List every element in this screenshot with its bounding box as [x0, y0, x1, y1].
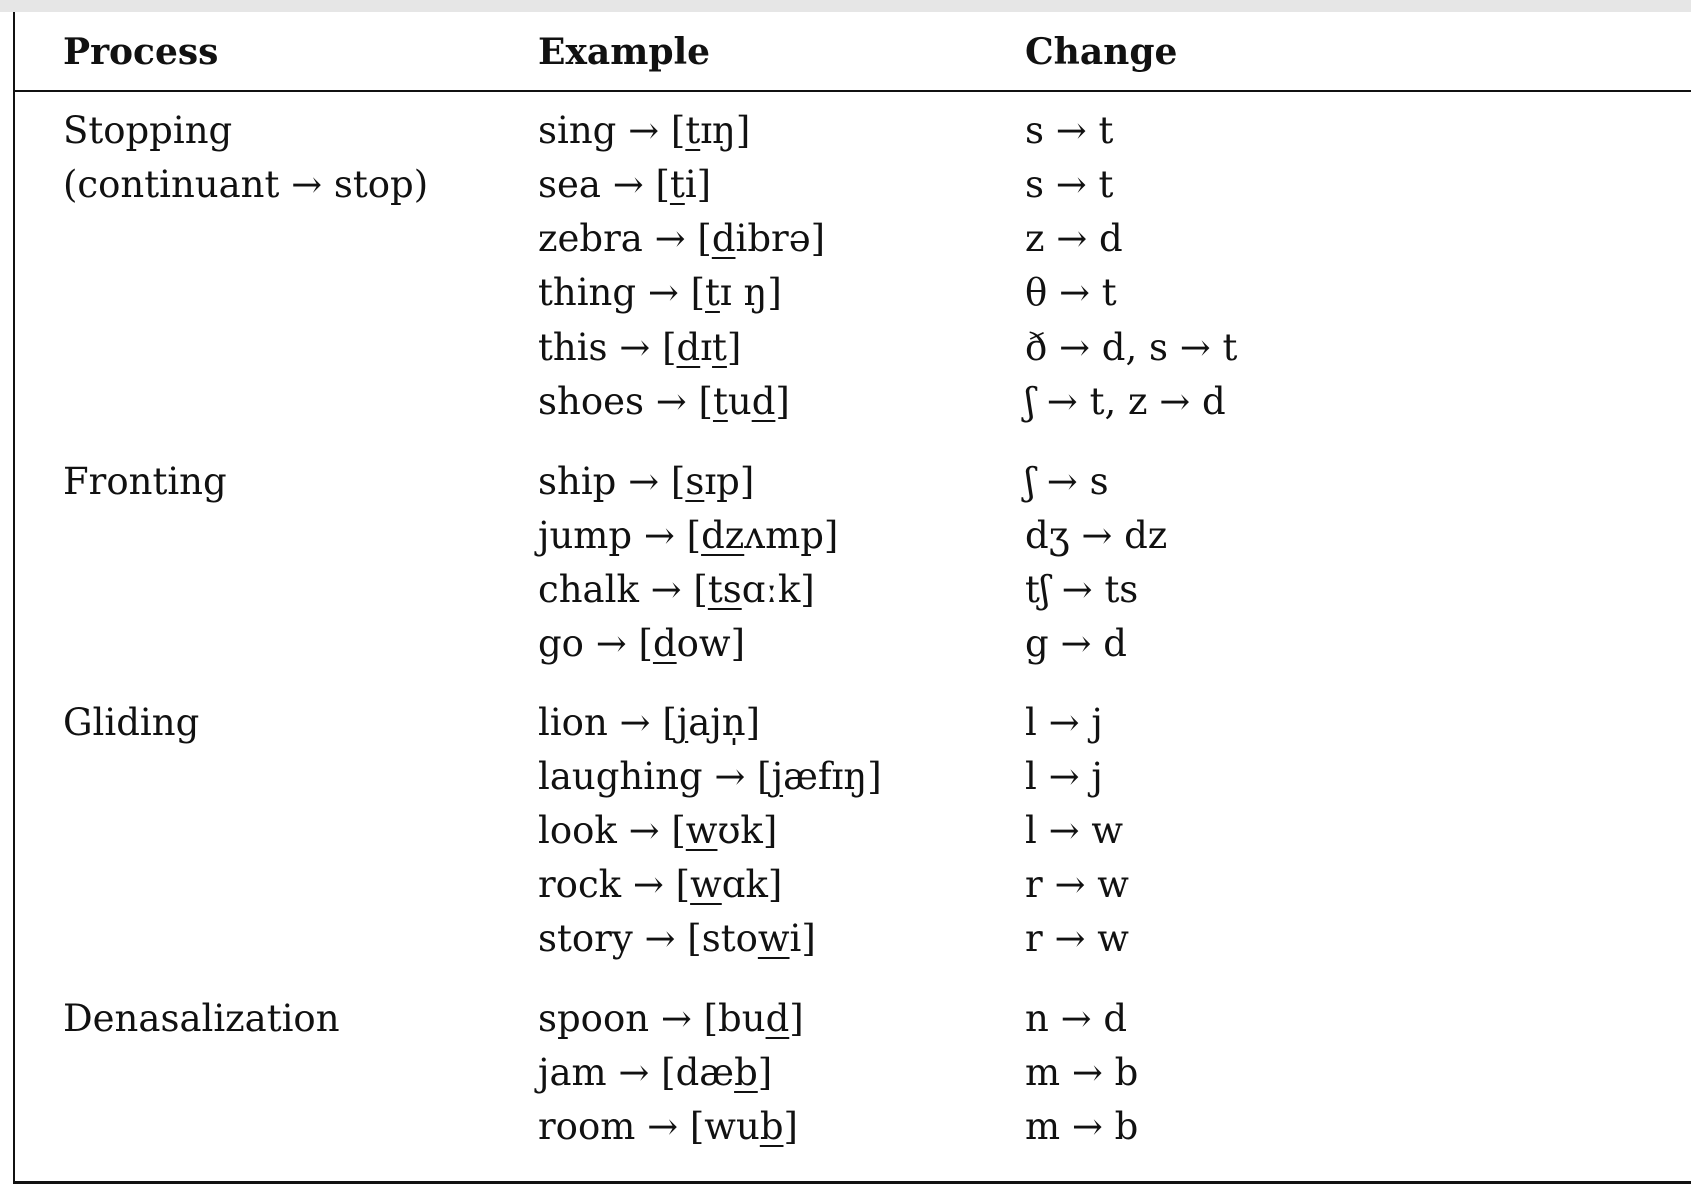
- change-cell: dʒ → dz: [1025, 514, 1168, 557]
- process-stopping: Stopping: [63, 109, 233, 152]
- example-row: ship → [sɪp]: [538, 460, 755, 503]
- change-cell: s → t: [1025, 163, 1114, 206]
- example-row: this → [dɪt]: [538, 326, 742, 369]
- example-row: sing → [tɪŋ]: [538, 109, 751, 152]
- example-row: spoon → [bud]: [538, 997, 804, 1040]
- example-row: rock → [wɑk]: [538, 863, 783, 906]
- example-row: room → [wub]: [538, 1105, 798, 1148]
- change-cell: n → d: [1025, 997, 1128, 1040]
- change-cell: m → b: [1025, 1105, 1139, 1148]
- change-cell: tʃ → ts: [1025, 568, 1139, 611]
- change-cell: l → w: [1025, 809, 1124, 852]
- change-cell: θ → t: [1025, 271, 1117, 314]
- example-row: lion → [jajn̩]: [538, 701, 761, 744]
- change-cell: ð → d, s → t: [1025, 326, 1238, 369]
- change-cell: m → b: [1025, 1051, 1139, 1094]
- example-row: story → [stowi]: [538, 917, 816, 960]
- example-row: jump → [dzʌmp]: [538, 514, 839, 557]
- example-row: zebra → [dibrə]: [538, 217, 826, 260]
- example-row: laughing → [jæfɪŋ]: [538, 755, 882, 798]
- header-change: Change: [1025, 31, 1178, 73]
- header-rule: [13, 90, 1691, 92]
- example-row: sea → [ti]: [538, 163, 712, 206]
- change-cell: ʃ → s: [1025, 460, 1109, 503]
- change-cell: l → j: [1025, 755, 1103, 798]
- example-row: thing → [tɪ ŋ]: [538, 271, 782, 314]
- change-cell: r → w: [1025, 917, 1129, 960]
- change-cell: l → j: [1025, 701, 1103, 744]
- example-row: jam → [dæb]: [538, 1051, 773, 1094]
- example-row: look → [wʊk]: [538, 809, 778, 852]
- header-example: Example: [538, 31, 711, 73]
- example-row: chalk → [tsɑːk]: [538, 568, 815, 611]
- header-process: Process: [63, 31, 219, 73]
- example-row: shoes → [tud]: [538, 380, 790, 423]
- change-cell: z → d: [1025, 217, 1123, 260]
- process-stopping-note: (continuant → stop): [63, 163, 429, 206]
- process-denasalization: Denasalization: [63, 997, 340, 1040]
- change-cell: s → t: [1025, 109, 1114, 152]
- process-fronting: Fronting: [63, 460, 227, 503]
- example-row: go → [dow]: [538, 622, 746, 665]
- change-cell: r → w: [1025, 863, 1129, 906]
- change-cell: g → d: [1025, 622, 1127, 665]
- top-gray-bar: [0, 0, 1691, 12]
- process-gliding: Gliding: [63, 701, 200, 744]
- change-cell: ʃ → t, z → d: [1025, 380, 1226, 423]
